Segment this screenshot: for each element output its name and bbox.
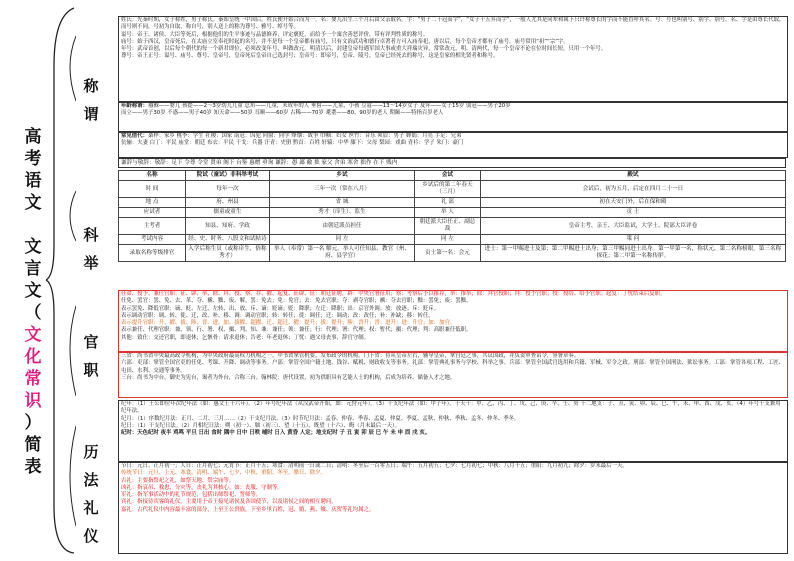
brace-lines [46,6,76,555]
table-cell: 录取名称等级排官 [119,245,186,262]
table-cell: 考试内容 [119,235,186,245]
guanzhi-line: 三台：尚书为中台，御史为宪台，谒者为外台，合称三台。翰林院：唐代设置，初为供职具有艺能人士的机构，后成为培养、储备人才之地。 [121,374,456,381]
title-char: 语 [24,171,42,191]
guanzhi-line: 三省：尚书省中央最高政令机构，为中央政府最高权力机构之一。中书省掌管机要，发布政令的机构。门下省：侍从皇帝左右，辅导皇帝，掌宫廷之事，共议国政，并负责审查诏令，签署章奏。 [121,353,580,359]
table-cell: 三年一次（常在八月） [269,181,414,198]
section-label-chengwei [76,72,106,128]
section-char: 职 [83,361,99,379]
table-cell: 应试者 [119,208,186,218]
chengwei-line: 尊号：帝王正号：谥号、庙号、尊号、皇帝号，皇帝死后皇帝自己选封号；皇帝号：即帝号，皇帝、陵号，皇帝已经死去的称号，这是皇家的相先贤者和称号。 [121,53,499,60]
section-char: 历 [83,443,99,461]
table-cell: 名称 [119,171,186,181]
lifa-line: 节日：元日、正月初一；人日：正月初七；元宵节：正月十五；寒食：清明前一日或二日；清明：冬至后一百零五日；端午：五月初五；七夕：七月初七；中秋：八月十五；重阳：九月初九；除夕：岁末最后一天。 [121,463,628,469]
guanzhi-box-1 [118,290,788,352]
humble-strip: 谦辞与敬辞：敬辞：足下 令尊 令堂 贤弟 阁下 台鉴 惠赠 垂询 谦辞：愚 鄙 敝 拙 家父 舍弟 寒舍 拙作 在下 贱内 [118,158,786,168]
guanzhi-line: 其他：致仕：交还官职，即退休；乞骸骨：请求退休；告老：年老退休；丁忧：遇父母丧事，辞官守制。 [121,334,369,341]
age-box [118,102,788,132]
table-cell: 举人（奉常）第一名 解元。举人可任知县、教官（州、府、县学官） [269,245,414,262]
chengwei-line: 年号：武帝首创，以后每个朝代的每一个新君即位，必须改变年号，叫做改元。明清以后，封建皇帝每遇军国大事或重大祥瑞灾异，常常改元，明、清两代，每一个皇帝不论在位时间长短，只用一个年号。 [121,46,607,53]
table-cell: 会试 [415,171,481,181]
guanzhi-line: 任免、罢官：罢、免、去、革、夺、褫、黜、废、解。罢：免去；免：免官；去：免去官职；夺：剥夺官职；褫：夺去官职；黜：罢免；废：罢黜。 [121,298,472,305]
section-char: 称 [83,77,99,95]
common-line: 桑梓：家乡 桃李：学生 社稷：国家 南冠：囚犯 同窗：同学 烽烟：战争 巾帼：妇女 丝竹：音乐 须眉：男子 婵娟：月亮 手足：兄弟 [147,133,462,139]
common-label: 常见借代： [121,133,148,139]
section-char: 礼 [83,499,99,517]
age-line: 而立——男子30岁 不惑——男子40岁 知天命——50岁 耳顺——60岁 古稀——70岁 耄耋——80、90岁的老人 期颐——特指百岁老人 [121,110,444,117]
table-cell: 策 问 [480,235,785,245]
lifa-line: 嘉礼：古代礼仪中内容最丰富的部分，上至王公贵族，下至乡里百姓，冠、婚、燕、飨、庆贺等礼均属之。 [121,506,375,513]
section-label-guanzhi [76,328,106,384]
table-row [119,171,786,181]
guanzhi-line: 表示罢免、降低官职：谪、贬、左迁、左转、出、放、斥、谪：贬谪；贬：降职；左迁：降职；出：京官外调；放：放逐；斥：贬斥。 [121,305,440,312]
lifa-line: 军礼：指军事活动中的礼节规范，包括出师祭祀、誓师等。 [121,492,262,499]
table-cell: 儒童或童生 [186,208,270,218]
title-char: 高 [24,127,42,147]
section-char: 官 [83,333,99,351]
table-cell: 会试后，初为五月，后定在四月二十一日 [480,181,785,198]
guanzhi-line: 六部：吏部：掌管全国官吏的任免、考课、升降、调动等事务。户部：掌管全国户籍土地、钱谷、赋税、财政收支等事务。礼部：掌管典礼事务与学校、科举之事。兵部：掌管全国武官选用和兵籍、军械、军令之政。刑部：掌管全国刑法、狱讼事务。工部：掌管各项工程、工匠、屯田、水利、交通等事务。 [121,360,785,374]
section-label-lifa [76,438,106,550]
lifa-line: 凶礼：指哀吊、救患、分灾等，丧礼为其核心。如：丧服、守制等。 [121,484,283,491]
title-char: 化 [24,347,42,367]
table-cell: 举 人 [415,208,481,218]
table-row [119,245,786,262]
table-cell: 知县、知府、学政 [186,218,270,235]
guanzhi-line: 表示兼任、代理官职：兼、领、行、署、权、摄、判、知、兼：兼任；领：兼任；行：代理；署：代理；权：暂代；摄：代理；判：高职兼任低职。 [121,327,472,334]
guanzhi-line: 表示提升官职：升、擢、拔、陟、晋、进、加、拔擢、超擢、迁、超迁、擢：提升；拔：提升；陟：晋升；晋：进升；进：升官；加：加官。 [121,320,456,327]
title-char: 文 [24,325,42,345]
section-char: 谓 [83,105,99,123]
lifa-line: 纪月：（1）序数纪月法：正月、二月、三月……（2）干支纪月法。（3）时节纪月法：孟春、仲春、季春、孟夏、仲夏、季夏、孟秋、仲秋、季秋、孟冬、仲冬、季冬。 [121,415,520,422]
table-cell: 地 点 [119,198,186,208]
table-row [119,235,786,245]
lifa-line: 宾礼：指接待宾客的礼仪，主要用于帝王接见诸侯及各国使节，以及诸侯之间的相互聘问。 [121,499,337,506]
page-frame [6,6,788,555]
table-cell: 时 间 [119,181,186,198]
table-cell: 主考者 [119,218,186,235]
section-char: 法 [83,471,99,489]
table-cell: 贡 士 [480,208,785,218]
age-line: 襁褓——婴儿 孩提——2～3岁幼儿儿童 总角——儿童，未成年的人 垂髫——儿童，小孩 豆蔻——13～14岁女子 及笄——女子15岁 弱冠——男子20岁 [147,103,511,109]
title-char: 文 [24,237,42,257]
table-cell: 同 左 [415,235,481,245]
table-row [119,198,786,208]
table-cell: 府、州县 [186,198,270,208]
keju-table [118,170,786,262]
lifa-line: 吉礼：主要指祭祀之礼，如祭天地、祭宗庙等。 [121,477,235,484]
common-box [118,132,788,158]
title-char: 文 [24,193,42,213]
title-char: 考 [24,149,42,169]
page-title [20,126,46,478]
section-char: 举 [83,254,99,272]
lifa-line: 纪年：（1）王公即位年次纪年法（如：惠文王十六年）。（2）年号纪年法（从汉武帝开始，如：元狩元年）。（3）干支纪年法（如：甲子年）。十天干：甲、乙、丙、丁、戊、己、庚、辛、壬、癸 十二地支：子、丑、寅、卯、辰、巳、午、未、申、酉、戌、亥。（4）年号干支兼用纪年法。 [121,401,781,415]
table-row [119,208,786,218]
table-cell: 礼 部 [415,198,481,208]
chengwei-line: 姓氏：先秦时期，女子称姓，男子称氏。秦始皇统一中国后，姓氏便开始合而为一。名：婴儿出生三个月后由父亲取名。字：“男子二十冠而字”，“女子十五笄而字”，一般人尤其是同辈和属下只许称尊长的字而不能直呼其名。号：号也叫别号、别字、别号，名、字是由尊长代取，而号则不同，号初为自取，称自号，别人送上的称为尊号、雅号、绰号等。 [121,17,785,31]
title-char: 常 [24,369,42,389]
guanzhi-line: 任命、授予、兼任官职：征、辟、举、除、拜、授、察、荐、擢、起复、征辟、征：朝廷征聘，辟：中央官署征用；察：考察后予以推荐，举：推举；除：拜官授职；拜：授予官职；授：授给、给予官职；起复：丁忧结束后复职。 [121,291,666,297]
lifa-line: 纪时：天色纪时 夜半 鸡鸣 平旦 日出 食时 隅中 日中 日昳 晡时 日入 黄昏 人定；地支纪时 子 丑 寅 卯 辰 巳 午 未 申 酉 戌 亥。 [121,430,431,437]
lifa-line: 纪日：（1）干支纪日法。（2）月相纪日法：朔（初一）、朏（初三）、望（十五）、既望（十六）、晦（月末最后一天）。 [121,422,401,429]
lifa-box-1 [118,400,788,462]
chengwei-box [118,16,788,102]
table-row [119,218,786,235]
title-char: （ [24,303,42,323]
table-cell: 贡士第一名：会元 [415,245,481,262]
common-line: 伉俪：夫妻 白丁：平民 庙堂：朝廷 布衣：平民 干戈：兵器 汗青：史册 黔首：百姓 轩辕：中华 膝下：父母 梨园：戏曲 青衿：学子 朱门：豪门 [121,140,464,147]
table-cell: 皇帝主考，亲王、大臣监试，大学士、院部大臣评卷 [480,218,785,235]
chengwei-line: 谥号：帝王、诸侯、大臣等死后，根据他们的生平事迹与品德修养，评定褒贬，而给予一个寓含善恶评价，带有评判性质的称号。 [121,31,429,38]
table-cell: 朝廷派大臣任正、副总裁 [415,218,481,235]
title-char: 识 [24,391,42,411]
table-cell: 乡试后的第二年春天（三月） [415,181,481,198]
table-cell: 院试（童试）非科举考试 [186,171,270,181]
title-char [20,214,46,236]
table-cell: 省 城 [269,198,414,208]
title-char: 表 [24,457,42,477]
chengwei-line: 庙号：始于西汉，皇帝死后，在太庙立室奉祀时起的名号，并不是每一个皇帝都有庙号，只有文治武功和德行卓著者方可入庙奉祀，唐以后，每个皇帝才都有了庙号。庙号常用“祖”“宗”字。 [121,38,569,45]
table-cell: 初在天安门外，后在保和殿 [480,198,785,208]
table-cell: 进士：第一甲赐进士及第；第二甲赐进士出身；第三甲赐同进士出身。第一甲第一名，称状元，第二名称榜眼，第三名称探花；第二甲第一名称传胪。 [480,245,785,262]
section-label-keju [76,221,106,277]
section-char: 仪 [83,527,99,545]
guanzhi-line: 表示调动官职：调、转、徙、迁、改、补、移、调：调动官职；转：转任；徙：调任；迁：调动；改：改任；补：补缺；移：转任。 [121,312,434,319]
title-char: ） [24,413,42,433]
table-cell: 由朝廷派员担任 [269,218,414,235]
table-cell: 每年一次 [186,181,270,198]
table-row [119,181,786,198]
lifa-box-2 [118,462,788,554]
age-label: 年龄称谓： [121,103,148,109]
table-cell: 秀才（庠生）、监生 [269,208,414,218]
title-char: 文 [24,281,42,301]
table-cell: 同 左 [269,235,414,245]
table-cell: 经、史、时务、八股文和试帖诗 [186,235,270,245]
table-cell: 乡试 [269,171,414,181]
table-cell: 殿试 [480,171,785,181]
lifa-line: 传统节日：元旦、上元、寒食、清明、端午、七夕、中秋、重阳、冬至、腊日、除夕。 [121,470,326,477]
section-char: 科 [83,226,99,244]
guanzhi-box-2 [118,352,788,398]
keju-table-wrap [118,170,786,288]
title-char: 言 [24,259,42,279]
table-cell: 入学后称生员（或称庠生，俗称秀才） [186,245,270,262]
title-char: 简 [24,435,42,455]
